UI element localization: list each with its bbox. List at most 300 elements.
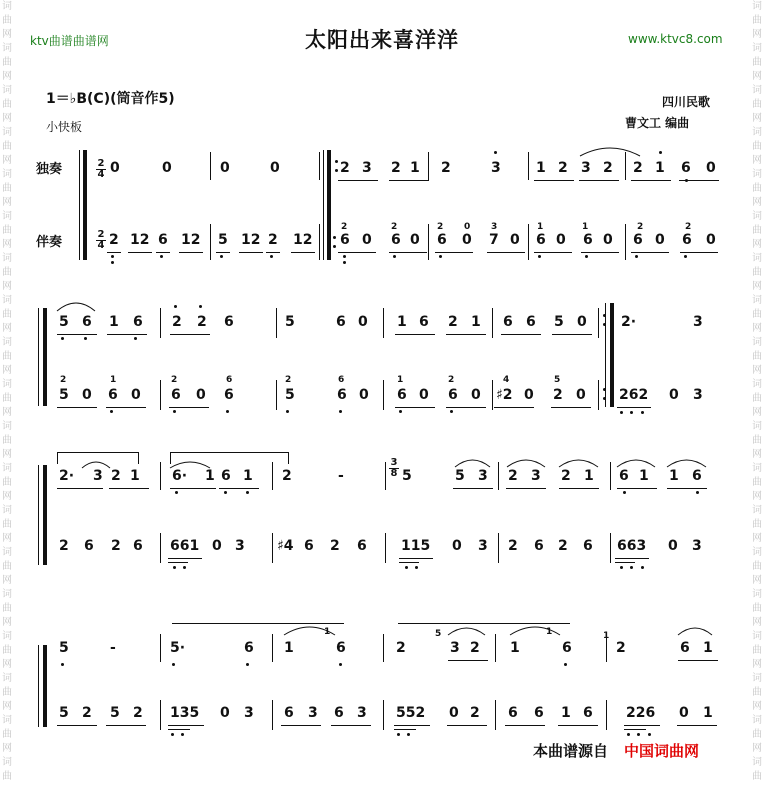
watermark-char: 词	[752, 253, 762, 264]
solo-note: 2	[391, 160, 401, 176]
barline	[528, 152, 529, 180]
watermark-char: 网	[752, 407, 762, 418]
watermark-char: 曲	[2, 183, 12, 194]
barline	[160, 380, 161, 410]
octave-dot	[183, 566, 186, 569]
acc-note: 6	[437, 232, 447, 248]
acc-note: 0	[556, 232, 566, 248]
acc-note: 2	[109, 232, 119, 248]
underline	[170, 488, 216, 489]
acc-upper-note: 2	[391, 222, 398, 232]
barline	[385, 462, 386, 490]
underline	[107, 252, 121, 253]
underline	[559, 488, 599, 489]
watermark-char: 词	[752, 211, 762, 222]
watermark-char: 词	[2, 211, 12, 222]
watermark-char: 曲	[752, 267, 762, 278]
watermark-char: 曲	[2, 393, 12, 404]
octave-dot	[224, 491, 227, 494]
tie-end	[170, 452, 289, 453]
barline	[288, 452, 289, 464]
watermark-char: 曲	[2, 729, 12, 740]
watermark-char: 词	[752, 589, 762, 600]
watermark-char: 词	[2, 589, 12, 600]
acc-upper-note: 2	[437, 222, 444, 232]
octave-dot	[397, 733, 400, 736]
underline	[624, 729, 646, 730]
barline	[323, 150, 324, 260]
thick-barline	[43, 308, 47, 406]
solo-note: 3	[581, 160, 591, 176]
underline	[494, 407, 534, 408]
acc-note: 552	[396, 705, 426, 721]
octave-dot	[174, 305, 177, 308]
watermark-char: 词	[2, 337, 12, 348]
octave-dot	[173, 566, 176, 569]
watermark-char: 曲	[752, 309, 762, 320]
watermark-char: 词	[752, 1, 762, 12]
acc-upper-note: 2	[171, 375, 178, 385]
octave-dot	[343, 255, 346, 258]
watermark-char: 曲	[2, 225, 12, 236]
barline	[160, 700, 161, 730]
solo-note: 2	[508, 468, 518, 484]
acc-note: 0	[679, 705, 689, 721]
octave-dot	[659, 151, 662, 154]
acc-note: 0	[603, 232, 613, 248]
barline	[528, 224, 529, 260]
octave-dot	[696, 491, 699, 494]
slur	[80, 460, 112, 470]
octave-dot	[171, 733, 174, 736]
barline	[79, 150, 80, 260]
underline	[168, 562, 188, 563]
acc-note: 7	[489, 232, 499, 248]
acc-note: 6	[534, 705, 544, 721]
octave-dot	[407, 733, 410, 736]
time-signature-solo: 2 4	[97, 158, 105, 180]
acc-note: 0	[462, 232, 472, 248]
watermark-char: 网	[2, 617, 12, 628]
barline	[606, 634, 607, 662]
acc-upper-note: 0	[464, 222, 471, 232]
octave-dot	[630, 411, 633, 414]
underline	[579, 180, 619, 181]
barline	[498, 462, 499, 490]
solo-note: 0	[358, 314, 368, 330]
thick-barline	[610, 303, 614, 407]
watermark-char: 曲	[752, 645, 762, 656]
grace-note: 1	[546, 627, 553, 637]
acc-note: 6	[337, 387, 347, 403]
watermark-char: 曲	[752, 15, 762, 26]
solo-note: 3	[478, 468, 488, 484]
acc-note: 115	[401, 538, 431, 554]
solo-note: 5·	[170, 640, 186, 656]
watermark-char: 词	[752, 757, 762, 768]
solo-note: 6	[681, 160, 691, 176]
footer-site: 中国词曲网	[624, 742, 700, 760]
acc-note: 0	[419, 387, 429, 403]
octave-dot	[339, 410, 342, 413]
underline	[581, 252, 619, 253]
acc-note: 661	[170, 538, 200, 554]
acc-note: 6	[334, 705, 344, 721]
octave-dot	[641, 566, 644, 569]
acc-note: 2	[470, 705, 480, 721]
underline	[501, 334, 541, 335]
acc-note: 6	[583, 538, 593, 554]
octave-dot	[405, 566, 408, 569]
underline	[487, 252, 525, 253]
watermark-char: 曲	[752, 435, 762, 446]
acc-note: 6	[108, 387, 118, 403]
barline	[276, 380, 277, 410]
acc-note: 6	[284, 705, 294, 721]
underline	[128, 252, 152, 253]
watermark-char: 网	[752, 113, 762, 124]
underline	[168, 725, 204, 726]
acc-note: 2	[558, 538, 568, 554]
acc-note: 6	[534, 538, 544, 554]
slur	[578, 146, 642, 158]
underline	[239, 252, 263, 253]
barline	[498, 533, 499, 563]
acc-note: 0	[131, 387, 141, 403]
underline	[399, 562, 419, 563]
octave-dot	[172, 663, 175, 666]
octave-dot	[627, 733, 630, 736]
octave-dot	[494, 151, 497, 154]
acc-note: ♯2	[496, 387, 513, 403]
underline	[266, 252, 280, 253]
octave-dot	[343, 261, 346, 264]
underline	[680, 252, 718, 253]
acc-note: 6	[133, 538, 143, 554]
solo-note: 5	[554, 314, 564, 330]
watermark-right	[750, 0, 764, 784]
barline	[276, 308, 277, 338]
octave-dot	[111, 261, 114, 264]
watermark-char: 词	[752, 631, 762, 642]
acc-note: 0	[706, 232, 716, 248]
underline	[678, 660, 718, 661]
acc-upper-note: 6	[338, 375, 345, 385]
acc-note: 6	[84, 538, 94, 554]
watermark-char: 词	[752, 463, 762, 474]
acc-note: 3	[693, 387, 703, 403]
octave-dot	[399, 410, 402, 413]
repeat-dot	[335, 160, 338, 163]
solo-note: 2	[197, 314, 207, 330]
watermark-char: 曲	[2, 645, 12, 656]
underline	[615, 562, 635, 563]
acc-note: 0	[362, 232, 372, 248]
solo-note: 2·	[59, 468, 75, 484]
barline	[428, 224, 429, 260]
acc-note: 12	[181, 232, 201, 248]
underline	[106, 725, 146, 726]
solo-note: 0	[270, 160, 280, 176]
time-signature-acc: 2 4	[97, 229, 105, 251]
solo-note: 6	[680, 640, 690, 656]
underline	[168, 729, 190, 730]
watermark-char: 网	[752, 449, 762, 460]
underline	[109, 488, 149, 489]
solo-note: 0	[220, 160, 230, 176]
barline	[160, 634, 161, 662]
solo-note: 2	[340, 160, 350, 176]
barline	[495, 700, 496, 730]
octave-dot	[226, 410, 229, 413]
solo-note: 2	[616, 640, 626, 656]
slur	[665, 458, 708, 469]
barline	[160, 533, 161, 563]
slur	[168, 460, 212, 470]
solo-note: 1	[510, 640, 520, 656]
solo-note: 3	[93, 468, 103, 484]
barline	[272, 462, 273, 490]
watermark-char: 网	[2, 113, 12, 124]
underline	[447, 725, 487, 726]
octave-dot	[450, 410, 453, 413]
watermark-char: 曲	[2, 477, 12, 488]
acc-note: 226	[626, 705, 656, 721]
acc-note: 12	[241, 232, 261, 248]
watermark-char: 词	[752, 505, 762, 516]
underline	[156, 252, 170, 253]
solo-note: 1	[243, 468, 253, 484]
repeat-dot	[335, 169, 338, 172]
barline	[598, 308, 599, 338]
octave-dot	[630, 566, 633, 569]
barline	[495, 634, 496, 662]
solo-note: 6	[562, 640, 572, 656]
acc-upper-note: 3	[491, 222, 498, 232]
watermark-char: 曲	[752, 393, 762, 404]
slur	[508, 625, 562, 637]
solo-note: 1	[205, 468, 215, 484]
repeat-dot	[333, 245, 336, 248]
watermark-char: 网	[2, 533, 12, 544]
acc-upper-note: 2	[60, 375, 67, 385]
acc-note: 2	[508, 538, 518, 554]
watermark-char: 词	[752, 337, 762, 348]
solo-note: 1	[109, 314, 119, 330]
tempo-marking: 小快板	[46, 120, 83, 134]
watermark-char: 曲	[2, 99, 12, 110]
solo-note: 6	[692, 468, 702, 484]
barline	[272, 634, 273, 662]
watermark-char: 网	[752, 659, 762, 670]
solo-note: 1	[669, 468, 679, 484]
watermark-left	[0, 0, 14, 784]
solo-note: 2	[396, 640, 406, 656]
acc-note: 12	[130, 232, 150, 248]
underline	[338, 252, 376, 253]
watermark-char: 网	[2, 29, 12, 40]
watermark-char: 曲	[752, 141, 762, 152]
song-origin: 四川民歌	[662, 95, 711, 109]
watermark-char: 网	[752, 743, 762, 754]
barline	[428, 152, 429, 180]
underline	[505, 725, 545, 726]
watermark-char: 词	[752, 169, 762, 180]
solo-note: 2	[561, 468, 571, 484]
solo-note: 1	[584, 468, 594, 484]
barline	[160, 308, 161, 338]
acc-upper-note: 2	[341, 222, 348, 232]
solo-note: 1	[284, 640, 294, 656]
acc-note: 0	[220, 705, 230, 721]
watermark-char: 词	[752, 715, 762, 726]
watermark-char: 词	[752, 85, 762, 96]
solo-note: 1	[639, 468, 649, 484]
barline	[605, 303, 606, 407]
acc-note: 5	[285, 387, 295, 403]
acc-note: 6	[536, 232, 546, 248]
solo-note: 6	[133, 314, 143, 330]
acc-note: 6	[304, 538, 314, 554]
watermark-char: 网	[2, 365, 12, 376]
underline	[107, 334, 147, 335]
acc-note: 6	[682, 232, 692, 248]
acc-upper-note: 2	[637, 222, 644, 232]
underline	[57, 488, 103, 489]
acc-note: 3	[357, 705, 367, 721]
acc-upper-note: 4	[503, 375, 510, 385]
acc-note: 6	[391, 232, 401, 248]
barline	[38, 645, 39, 727]
solo-note: 0	[162, 160, 172, 176]
watermark-char: 网	[752, 155, 762, 166]
tie-line	[172, 623, 344, 624]
solo-note: 5	[455, 468, 465, 484]
barline	[383, 308, 384, 338]
solo-note: 2	[441, 160, 451, 176]
watermark-char: 曲	[752, 771, 762, 782]
watermark-char: 网	[752, 491, 762, 502]
barline	[138, 452, 139, 464]
slur	[55, 301, 97, 313]
underline	[291, 252, 315, 253]
watermark-char: 曲	[2, 561, 12, 572]
watermark-char: 曲	[752, 603, 762, 614]
watermark-char: 网	[752, 701, 762, 712]
underline	[331, 725, 371, 726]
barline	[492, 308, 493, 338]
thick-barline	[43, 645, 47, 727]
acc-note: 6	[448, 387, 458, 403]
underline	[667, 488, 707, 489]
barline	[210, 152, 211, 180]
solo-note: 5	[285, 314, 295, 330]
watermark-char: 词	[752, 421, 762, 432]
watermark-char: 网	[2, 197, 12, 208]
barline	[383, 634, 384, 662]
octave-dot	[585, 255, 588, 258]
watermark-char: 曲	[752, 99, 762, 110]
solo-note: 2	[282, 468, 292, 484]
barline	[319, 152, 320, 180]
underline	[219, 488, 259, 489]
watermark-char: 曲	[752, 57, 762, 68]
solo-note: 3	[362, 160, 372, 176]
barline	[385, 533, 386, 563]
repeat-dot	[603, 388, 606, 391]
solo-note: 0	[706, 160, 716, 176]
octave-dot	[199, 305, 202, 308]
underline	[615, 558, 649, 559]
underline	[338, 180, 378, 181]
watermark-char: 曲	[2, 603, 12, 614]
watermark-char: 词	[2, 505, 12, 516]
solo-note: -	[110, 640, 116, 656]
acc-note: 0	[510, 232, 520, 248]
octave-dot	[641, 411, 644, 414]
watermark-char: 词	[2, 43, 12, 54]
acc-note: 12	[293, 232, 313, 248]
solo-note: 1	[471, 314, 481, 330]
acc-note: 3	[308, 705, 318, 721]
acc-note: 0	[452, 538, 462, 554]
octave-dot	[246, 663, 249, 666]
acc-note: 0	[359, 387, 369, 403]
repeat-dot	[603, 397, 606, 400]
watermark-char: 网	[2, 323, 12, 334]
solo-note: 6·	[172, 468, 188, 484]
watermark-char: 词	[2, 463, 12, 474]
solo-note: 2	[633, 160, 643, 176]
solo-note: 1	[703, 640, 713, 656]
barline	[625, 224, 626, 260]
underline	[624, 725, 660, 726]
solo-note: 1	[410, 160, 420, 176]
footer-credit	[533, 740, 699, 761]
solo-note: -	[338, 468, 344, 484]
solo-note: 3	[491, 160, 501, 176]
watermark-char: 词	[2, 85, 12, 96]
acc-note: ♯4	[277, 538, 294, 554]
watermark-char: 网	[2, 743, 12, 754]
source-site-left: ktv曲谱曲谱网	[30, 34, 109, 48]
acc-note: 6	[583, 705, 593, 721]
watermark-char: 曲	[2, 771, 12, 782]
underline	[677, 725, 717, 726]
underline	[448, 660, 488, 661]
acc-note: 0	[668, 538, 678, 554]
watermark-char: 网	[2, 449, 12, 460]
acc-note: 0	[669, 387, 679, 403]
octave-dot	[648, 733, 651, 736]
acc-note: 6	[583, 232, 593, 248]
acc-upper-note: 1	[110, 375, 117, 385]
acc-note: 0	[410, 232, 420, 248]
watermark-char: 词	[2, 757, 12, 768]
footer-label: 本曲谱源自	[533, 742, 609, 760]
acc-note: 135	[170, 705, 200, 721]
slur	[505, 458, 547, 469]
underline	[395, 407, 435, 408]
acc-note: 663	[617, 538, 647, 554]
underline	[169, 407, 209, 408]
underline	[534, 180, 574, 181]
watermark-char: 网	[752, 239, 762, 250]
thick-barline	[327, 150, 331, 260]
barline	[610, 533, 611, 563]
watermark-char: 曲	[752, 687, 762, 698]
thick-barline	[43, 465, 47, 565]
